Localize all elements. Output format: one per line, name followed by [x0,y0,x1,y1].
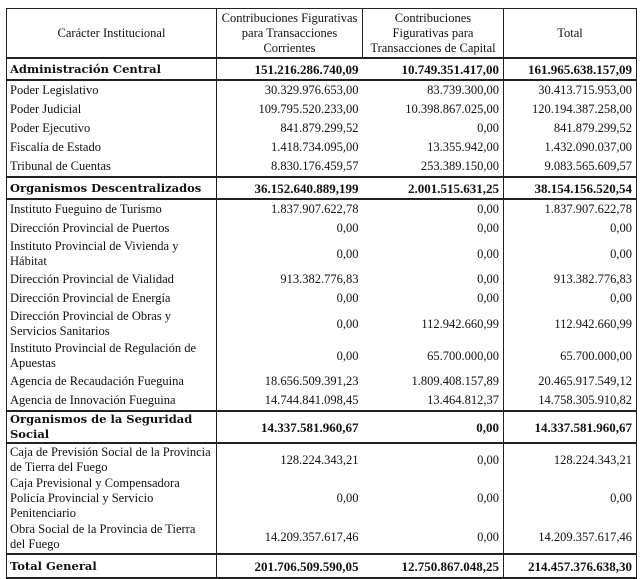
section-row-organismos-descentralizados [7,177,637,199]
row-capital: 0,00 [477,291,499,305]
table-row [7,80,637,100]
header-corrientes: Contribuciones Figurativas para Transacciones Corrientes [217,9,363,59]
row-total: 1.432.090.037,00 [504,138,637,157]
row-corrientes: 0,00 [336,316,359,331]
row-total: 30.413.715.953,00 [504,80,637,100]
row-label: Poder Legislativo [7,80,217,100]
table-row [7,157,637,177]
row-label: Tribunal de Cuentas [7,157,217,177]
row-capital: 112.942.660,99 [421,316,499,331]
row-total: 0,00 [504,476,637,521]
row-corrientes: 0,00 [336,348,359,363]
row-capital: 0,00 [477,121,499,135]
section-total: 161.965.638.157,09 [504,58,637,80]
row-capital: 0,00 [477,491,499,505]
row-label: Instituto Provincial de Vivienda y Hábitat [7,238,217,270]
section-label: Organismos de la Seguridad Social [7,411,217,443]
row-total: 1.837.907.622,78 [504,199,637,219]
table-row [7,270,637,289]
row-label: Fiscalía de Estado [7,138,217,157]
total-capital: 12.750.867.048,25 [363,554,504,578]
header-caracter-institucional: Carácter Institucional [7,9,217,59]
row-capital: 0,00 [477,529,499,544]
table-row [7,308,637,340]
row-label: Caja de Previsión Social de la Provincia de Tierra del Fuego [7,443,217,476]
total-total: 214.457.376.638,30 [504,554,637,578]
row-label: Agencia de Recaudación Fueguina [7,372,217,391]
row-corrientes: 0,00 [336,491,359,505]
row-label: Dirección Provincial de Obras y Servicios Sanitarios [7,308,217,340]
section-capital: 0,00 [363,411,504,443]
table-row [7,119,637,138]
table-row [7,219,637,238]
row-capital: 0,00 [477,221,499,235]
row-total: 14.209.357.617,46 [504,521,637,554]
row-capital: 65.700.000,00 [427,348,499,363]
row-label: Agencia de Innovación Fueguina [7,391,217,411]
row-corrientes: 14.744.841.098,45 [264,393,359,407]
table-row [7,289,637,308]
table-row [7,238,637,270]
row-label: Obra Social de la Provincia de Tierra del Fuego [7,521,217,554]
table-row [7,199,637,219]
row-corrientes: 0,00 [336,291,359,305]
row-total: 0,00 [504,238,637,270]
row-corrientes: 128.224.343,21 [280,452,359,467]
section-row-seguridad-social [7,411,637,443]
row-capital: 253.389.150,00 [420,159,499,173]
row-capital: 13.464.812,37 [427,393,499,407]
row-capital: 0,00 [477,202,499,216]
row-capital: 0,00 [477,272,499,286]
section-label: Organismos Descentralizados [7,177,217,199]
total-general-row [7,554,637,578]
row-label: Dirección Provincial de Energía [7,289,217,308]
row-label: Dirección Provincial de Vialidad [7,270,217,289]
row-label: Poder Ejecutivo [7,119,217,138]
row-total: 913.382.776,83 [504,270,637,289]
row-total: 9.083.565.609,57 [504,157,637,177]
row-corrientes: 913.382.776,83 [280,272,359,286]
row-label: Instituto Provincial de Regulación de Apuestas [7,340,217,372]
table-row [7,476,637,521]
section-corrientes: 14.337.581.960,67 [217,411,363,443]
row-total: 841.879.299,52 [504,119,637,138]
row-corrientes: 1.837.907.622,78 [271,202,359,216]
row-total: 112.942.660,99 [504,308,637,340]
table-row [7,340,637,372]
row-corrientes: 0,00 [336,221,359,235]
header-row [7,9,637,59]
section-total: 38.154.156.520,54 [504,177,637,199]
row-capital: 0,00 [477,246,499,261]
row-capital: 13.355.942,00 [427,140,499,154]
row-corrientes: 30.329.976.653,00 [264,83,359,97]
row-total: 14.758.305.910,82 [504,391,637,411]
row-total: 120.194.387.258,00 [504,100,637,119]
section-total: 14.337.581.960,67 [504,411,637,443]
section-label: Administración Central [7,58,217,80]
contributions-table [6,8,637,579]
row-total: 20.465.917.549,12 [504,372,637,391]
row-corrientes: 14.209.357.617,46 [264,529,359,544]
row-corrientes: 1.418.734.095,00 [271,140,359,154]
row-label: Poder Judicial [7,100,217,119]
table-row [7,391,637,411]
section-row-administracion-central [7,58,637,80]
row-corrientes: 8.830.176.459,57 [271,159,359,173]
table-row [7,521,637,554]
section-corrientes: 36.152.640.889,199 [217,177,363,199]
row-label: Instituto Fueguino de Turismo [7,199,217,219]
row-label: Caja Previsional y Compensadora Policía Provincial y Servicio Penitenciario [7,476,217,521]
table-row [7,372,637,391]
section-capital: 10.749.351.417,00 [363,58,504,80]
row-total: 65.700.000,00 [504,340,637,372]
header-capital: Contribuciones Figurativas para Transacciones de Capital [363,9,504,59]
row-label: Dirección Provincial de Puertos [7,219,217,238]
row-corrientes: 18.656.509.391,23 [264,374,359,388]
section-capital: 2.001.515.631,25 [363,177,504,199]
table-row [7,138,637,157]
row-capital: 10.398.867.025,00 [405,102,499,116]
row-corrientes: 0,00 [336,246,359,261]
row-capital: 1.809.408.157,89 [411,374,499,388]
total-corrientes: 201.706.509.590,05 [217,554,363,578]
row-corrientes: 841.879.299,52 [280,121,359,135]
table-row [7,443,637,476]
row-total: 0,00 [504,219,637,238]
row-capital: 83.739.300,00 [427,83,499,97]
header-total: Total [504,9,637,59]
section-corrientes: 151.216.286.740,09 [217,58,363,80]
row-capital: 0,00 [477,452,499,467]
row-total: 0,00 [504,289,637,308]
table-row [7,100,637,119]
total-label: Total General [7,554,217,578]
row-total: 128.224.343,21 [504,443,637,476]
row-corrientes: 109.795.520.233,00 [258,102,359,116]
